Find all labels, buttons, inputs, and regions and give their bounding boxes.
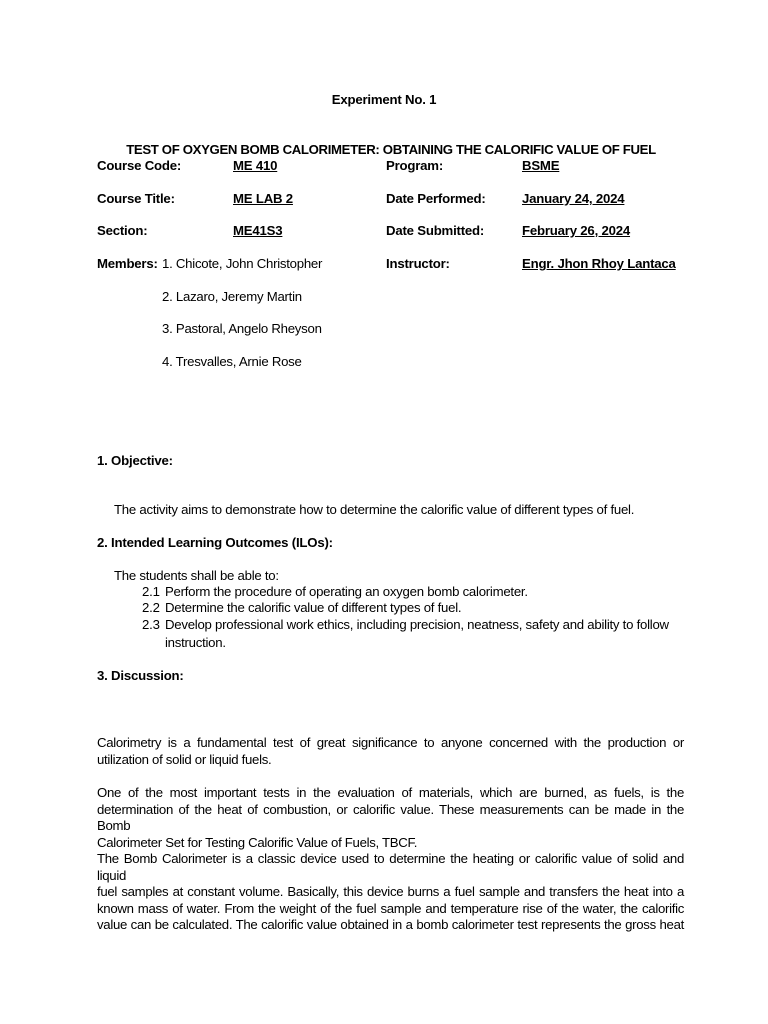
paragraph-line: known mass of water. From the weight of the fuel sample and temperature rise of the water, the calorific — [97, 900, 684, 916]
date-submitted-label: Date Submitted: — [386, 223, 485, 238]
program-value: BSME — [522, 158, 560, 173]
date-performed-label: Date Performed: — [386, 191, 486, 206]
ilo-text: Determine the calorific value of different types of fuel. — [165, 600, 462, 615]
member-item: 4. Tresvalles, Arnie Rose — [162, 354, 302, 369]
paragraph-line: utilization of solid or liquid fuels. — [97, 751, 272, 767]
experiment-subtitle: TEST OF OXYGEN BOMB CALORIMETER: OBTAINING THE CALORIFIC VALUE OF FUEL — [126, 142, 656, 157]
objective-text: The activity aims to demonstrate how to determine the calorific value of different types of fuel. — [114, 502, 635, 517]
ilo-number: 2.1 — [142, 584, 160, 599]
ilo-text: Develop professional work ethics, including precision, neatness, safety and ability to follow — [165, 617, 669, 632]
paragraph-line: determination of the heat of combustion, or calorific value. These measurements can be made in the Bomb — [97, 801, 684, 833]
section-value: ME41S3 — [233, 223, 283, 238]
ilo-heading: 2. Intended Learning Outcomes (ILOs): — [97, 535, 333, 550]
ilo-intro: The students shall be able to: — [114, 568, 279, 583]
discussion-paragraph — [97, 785, 684, 851]
members-label: Members: — [97, 256, 158, 271]
discussion-heading: 3. Discussion: — [97, 668, 184, 683]
member-item: 3. Pastoral, Angelo Rheyson — [162, 321, 322, 336]
objective-heading: 1. Objective: — [97, 453, 173, 468]
paragraph-line: One of the most important tests in the evaluation of materials, which are burned, as fuels, is the — [97, 785, 684, 800]
member-item: 1. Chicote, John Christopher — [162, 256, 323, 271]
experiment-title: Experiment No. 1 — [331, 92, 437, 107]
paragraph-line: fuel samples at constant volume. Basically, this device burns a fuel sample and transfers the heat into a — [97, 884, 684, 899]
paragraph-line: The Bomb Calorimeter is a classic device used to determine the heating or calorific value of solid and liquid — [97, 851, 684, 883]
discussion-paragraph — [97, 851, 684, 934]
ilo-text-continuation: instruction. — [165, 635, 226, 650]
date-performed-value: January 24, 2024 — [522, 191, 625, 206]
ilo-number: 2.2 — [142, 600, 160, 615]
ilo-number: 2.3 — [142, 617, 160, 632]
course-code-label: Course Code: — [97, 158, 182, 173]
date-submitted-value: February 26, 2024 — [522, 223, 631, 238]
ilo-text: Perform the procedure of operating an oxygen bomb calorimeter. — [165, 584, 528, 599]
paragraph-line: Calorimetry is a fundamental test of great significance to anyone concerned with the production or — [97, 735, 684, 750]
course-title-label: Course Title: — [97, 191, 175, 206]
program-label: Program: — [386, 158, 444, 173]
instructor-label: Instructor: — [386, 256, 450, 271]
discussion-paragraph — [97, 735, 684, 768]
member-item: 2. Lazaro, Jeremy Martin — [162, 289, 302, 304]
section-label: Section: — [97, 223, 148, 238]
paragraph-line: Calorimeter Set for Testing Calorific Value of Fuels, TBCF. — [97, 834, 418, 850]
course-code-value: ME 410 — [233, 158, 278, 173]
course-title-value: ME LAB 2 — [233, 191, 293, 206]
paragraph-line: value can be calculated. The calorific value obtained in a bomb calorimeter test represents the gross heat — [97, 917, 684, 932]
instructor-value: Engr. Jhon Rhoy Lantaca — [522, 256, 676, 271]
